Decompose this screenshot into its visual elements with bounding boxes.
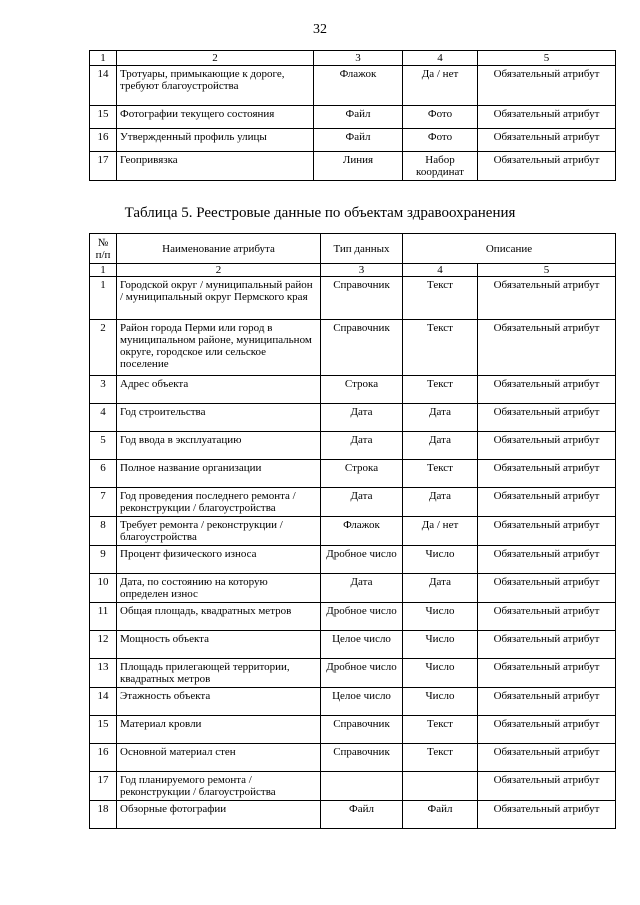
table-row [90,152,616,181]
value-format: Текст [403,277,478,320]
attribute-description: Обязательный атрибут [478,488,616,517]
data-type: Строка [321,460,403,488]
attribute-name: Год проведения последнего ремонта / реконструкции / благоустройства [117,488,321,517]
attribute-name: Район города Перми или город в муниципальном районе, муниципальном округе, городское или сельское поселение [117,320,321,376]
table-caption: Таблица 5. Реестровые данные по объектам здравоохранения [124,205,516,221]
row-number: 2 [90,320,117,376]
value-format [403,772,478,801]
table-row [90,659,616,688]
data-type: Целое число [321,688,403,716]
header-type: Тип данных [321,234,403,264]
attribute-name: Полное название организации [117,460,321,488]
value-format: Да / нет [403,517,478,546]
attribute-name: Общая площадь, квадратных метров [117,603,321,631]
attribute-description: Обязательный атрибут [478,432,616,460]
column-number: 5 [478,264,616,277]
table-row [90,129,616,152]
attribute-name: Мощность объекта [117,631,321,659]
attribute-name: Дата, по состоянию на которую определен износ [117,574,321,603]
table-row [90,688,616,716]
table-row [90,546,616,574]
data-type: Файл [321,801,403,829]
column-number: 3 [314,51,403,66]
attribute-description: Обязательный атрибут [478,66,616,106]
attribute-description: Обязательный атрибут [478,716,616,744]
data-type: Дробное число [321,603,403,631]
attribute-name: Площадь прилегающей территории, квадратных метров [117,659,321,688]
row-number: 18 [90,801,117,829]
value-format: Фото [403,106,478,129]
attribute-name: Геопривязка [117,152,314,181]
attribute-name: Материал кровли [117,716,321,744]
attribute-name: Процент физического износа [117,546,321,574]
attribute-description: Обязательный атрибут [478,460,616,488]
continued-table-body [90,51,616,181]
value-format: Текст [403,460,478,488]
attribute-description: Обязательный атрибут [478,517,616,546]
data-type: Справочник [321,744,403,772]
header-row [90,234,616,264]
data-type: Файл [314,129,403,152]
page-number: 32 [313,22,327,37]
value-format: Число [403,631,478,659]
row-number: 16 [90,129,117,152]
data-type: Дата [321,404,403,432]
attribute-description: Обязательный атрибут [478,404,616,432]
header-name: Наименование атрибута [117,234,321,264]
attribute-description: Обязательный атрибут [478,376,616,404]
data-type: Дата [321,488,403,517]
value-format: Дата [403,488,478,517]
attribute-name: Тротуары, примыкающие к дороге, требуют благоустройства [117,66,314,106]
attribute-name: Этажность объекта [117,688,321,716]
value-format: Дата [403,574,478,603]
attribute-name: Год планируемого ремонта / реконструкции / благоустройства [117,772,321,801]
value-format: Текст [403,320,478,376]
table-row [90,277,616,320]
table-row [90,432,616,460]
data-type: Справочник [321,277,403,320]
data-type: Дробное число [321,659,403,688]
attribute-name: Основной материал стен [117,744,321,772]
data-type: Флажок [321,517,403,546]
table-row [90,404,616,432]
attribute-name: Год строительства [117,404,321,432]
column-numbers-row [90,51,616,66]
table-row [90,517,616,546]
row-number: 9 [90,546,117,574]
continued-attributes-table [89,50,616,181]
value-format: Текст [403,744,478,772]
row-number: 17 [90,772,117,801]
row-number: 16 [90,744,117,772]
attribute-name: Год ввода в эксплуатацию [117,432,321,460]
table-row [90,320,616,376]
attribute-description: Обязательный атрибут [478,744,616,772]
row-number: 15 [90,106,117,129]
row-number: 11 [90,603,117,631]
row-number: 14 [90,66,117,106]
row-number: 5 [90,432,117,460]
attribute-description: Обязательный атрибут [478,772,616,801]
column-number: 4 [403,51,478,66]
data-type: Линия [314,152,403,181]
table-row [90,603,616,631]
table-row [90,460,616,488]
row-number: 10 [90,574,117,603]
data-type: Файл [314,106,403,129]
table-row [90,631,616,659]
header-num: № п/п [90,234,117,264]
table-row [90,801,616,829]
table-row [90,716,616,744]
row-number: 6 [90,460,117,488]
healthcare-registry-table [89,233,616,829]
attribute-description: Обязательный атрибут [478,129,616,152]
data-type: Дата [321,432,403,460]
header-description: Описание [403,234,616,264]
row-number: 14 [90,688,117,716]
attribute-description: Обязательный атрибут [478,659,616,688]
attribute-description: Обязательный атрибут [478,574,616,603]
attribute-description: Обязательный атрибут [478,688,616,716]
value-format: Число [403,659,478,688]
attribute-description: Обязательный атрибут [478,320,616,376]
data-type: Справочник [321,320,403,376]
value-format: Дата [403,432,478,460]
value-format: Да / нет [403,66,478,106]
value-format: Дата [403,404,478,432]
data-type: Целое число [321,631,403,659]
row-number: 1 [90,277,117,320]
healthcare-table-body [90,234,616,829]
data-type: Флажок [314,66,403,106]
row-number: 17 [90,152,117,181]
data-type: Справочник [321,716,403,744]
data-type [321,772,403,801]
attribute-name: Городской округ / муниципальный район / муниципальный округ Пермского края [117,277,321,320]
row-number: 4 [90,404,117,432]
row-number: 12 [90,631,117,659]
value-format: Фото [403,129,478,152]
row-number: 8 [90,517,117,546]
column-number: 2 [117,51,314,66]
column-number: 3 [321,264,403,277]
table-row [90,772,616,801]
value-format: Текст [403,376,478,404]
table-row [90,66,616,106]
value-format: Набор координат [403,152,478,181]
value-format: Число [403,688,478,716]
data-type: Дробное число [321,546,403,574]
table-row [90,574,616,603]
table-row [90,106,616,129]
row-number: 7 [90,488,117,517]
table-row [90,376,616,404]
value-format: Текст [403,716,478,744]
column-number: 1 [90,51,117,66]
column-number: 1 [90,264,117,277]
attribute-description: Обязательный атрибут [478,603,616,631]
value-format: Число [403,546,478,574]
table-row [90,488,616,517]
data-type: Строка [321,376,403,404]
table-row [90,744,616,772]
column-number: 5 [478,51,616,66]
attribute-description: Обязательный атрибут [478,152,616,181]
value-format: Число [403,603,478,631]
row-number: 13 [90,659,117,688]
value-format: Файл [403,801,478,829]
row-number: 15 [90,716,117,744]
attribute-description: Обязательный атрибут [478,801,616,829]
attribute-description: Обязательный атрибут [478,546,616,574]
attribute-name: Требует ремонта / реконструкции / благоустройства [117,517,321,546]
row-number: 3 [90,376,117,404]
column-number: 4 [403,264,478,277]
attribute-description: Обязательный атрибут [478,106,616,129]
attribute-description: Обязательный атрибут [478,277,616,320]
data-type: Дата [321,574,403,603]
attribute-name: Адрес объекта [117,376,321,404]
column-numbers-row [90,264,616,277]
attribute-description: Обязательный атрибут [478,631,616,659]
attribute-name: Фотографии текущего состояния [117,106,314,129]
attribute-name: Утвержденный профиль улицы [117,129,314,152]
attribute-name: Обзорные фотографии [117,801,321,829]
column-number: 2 [117,264,321,277]
